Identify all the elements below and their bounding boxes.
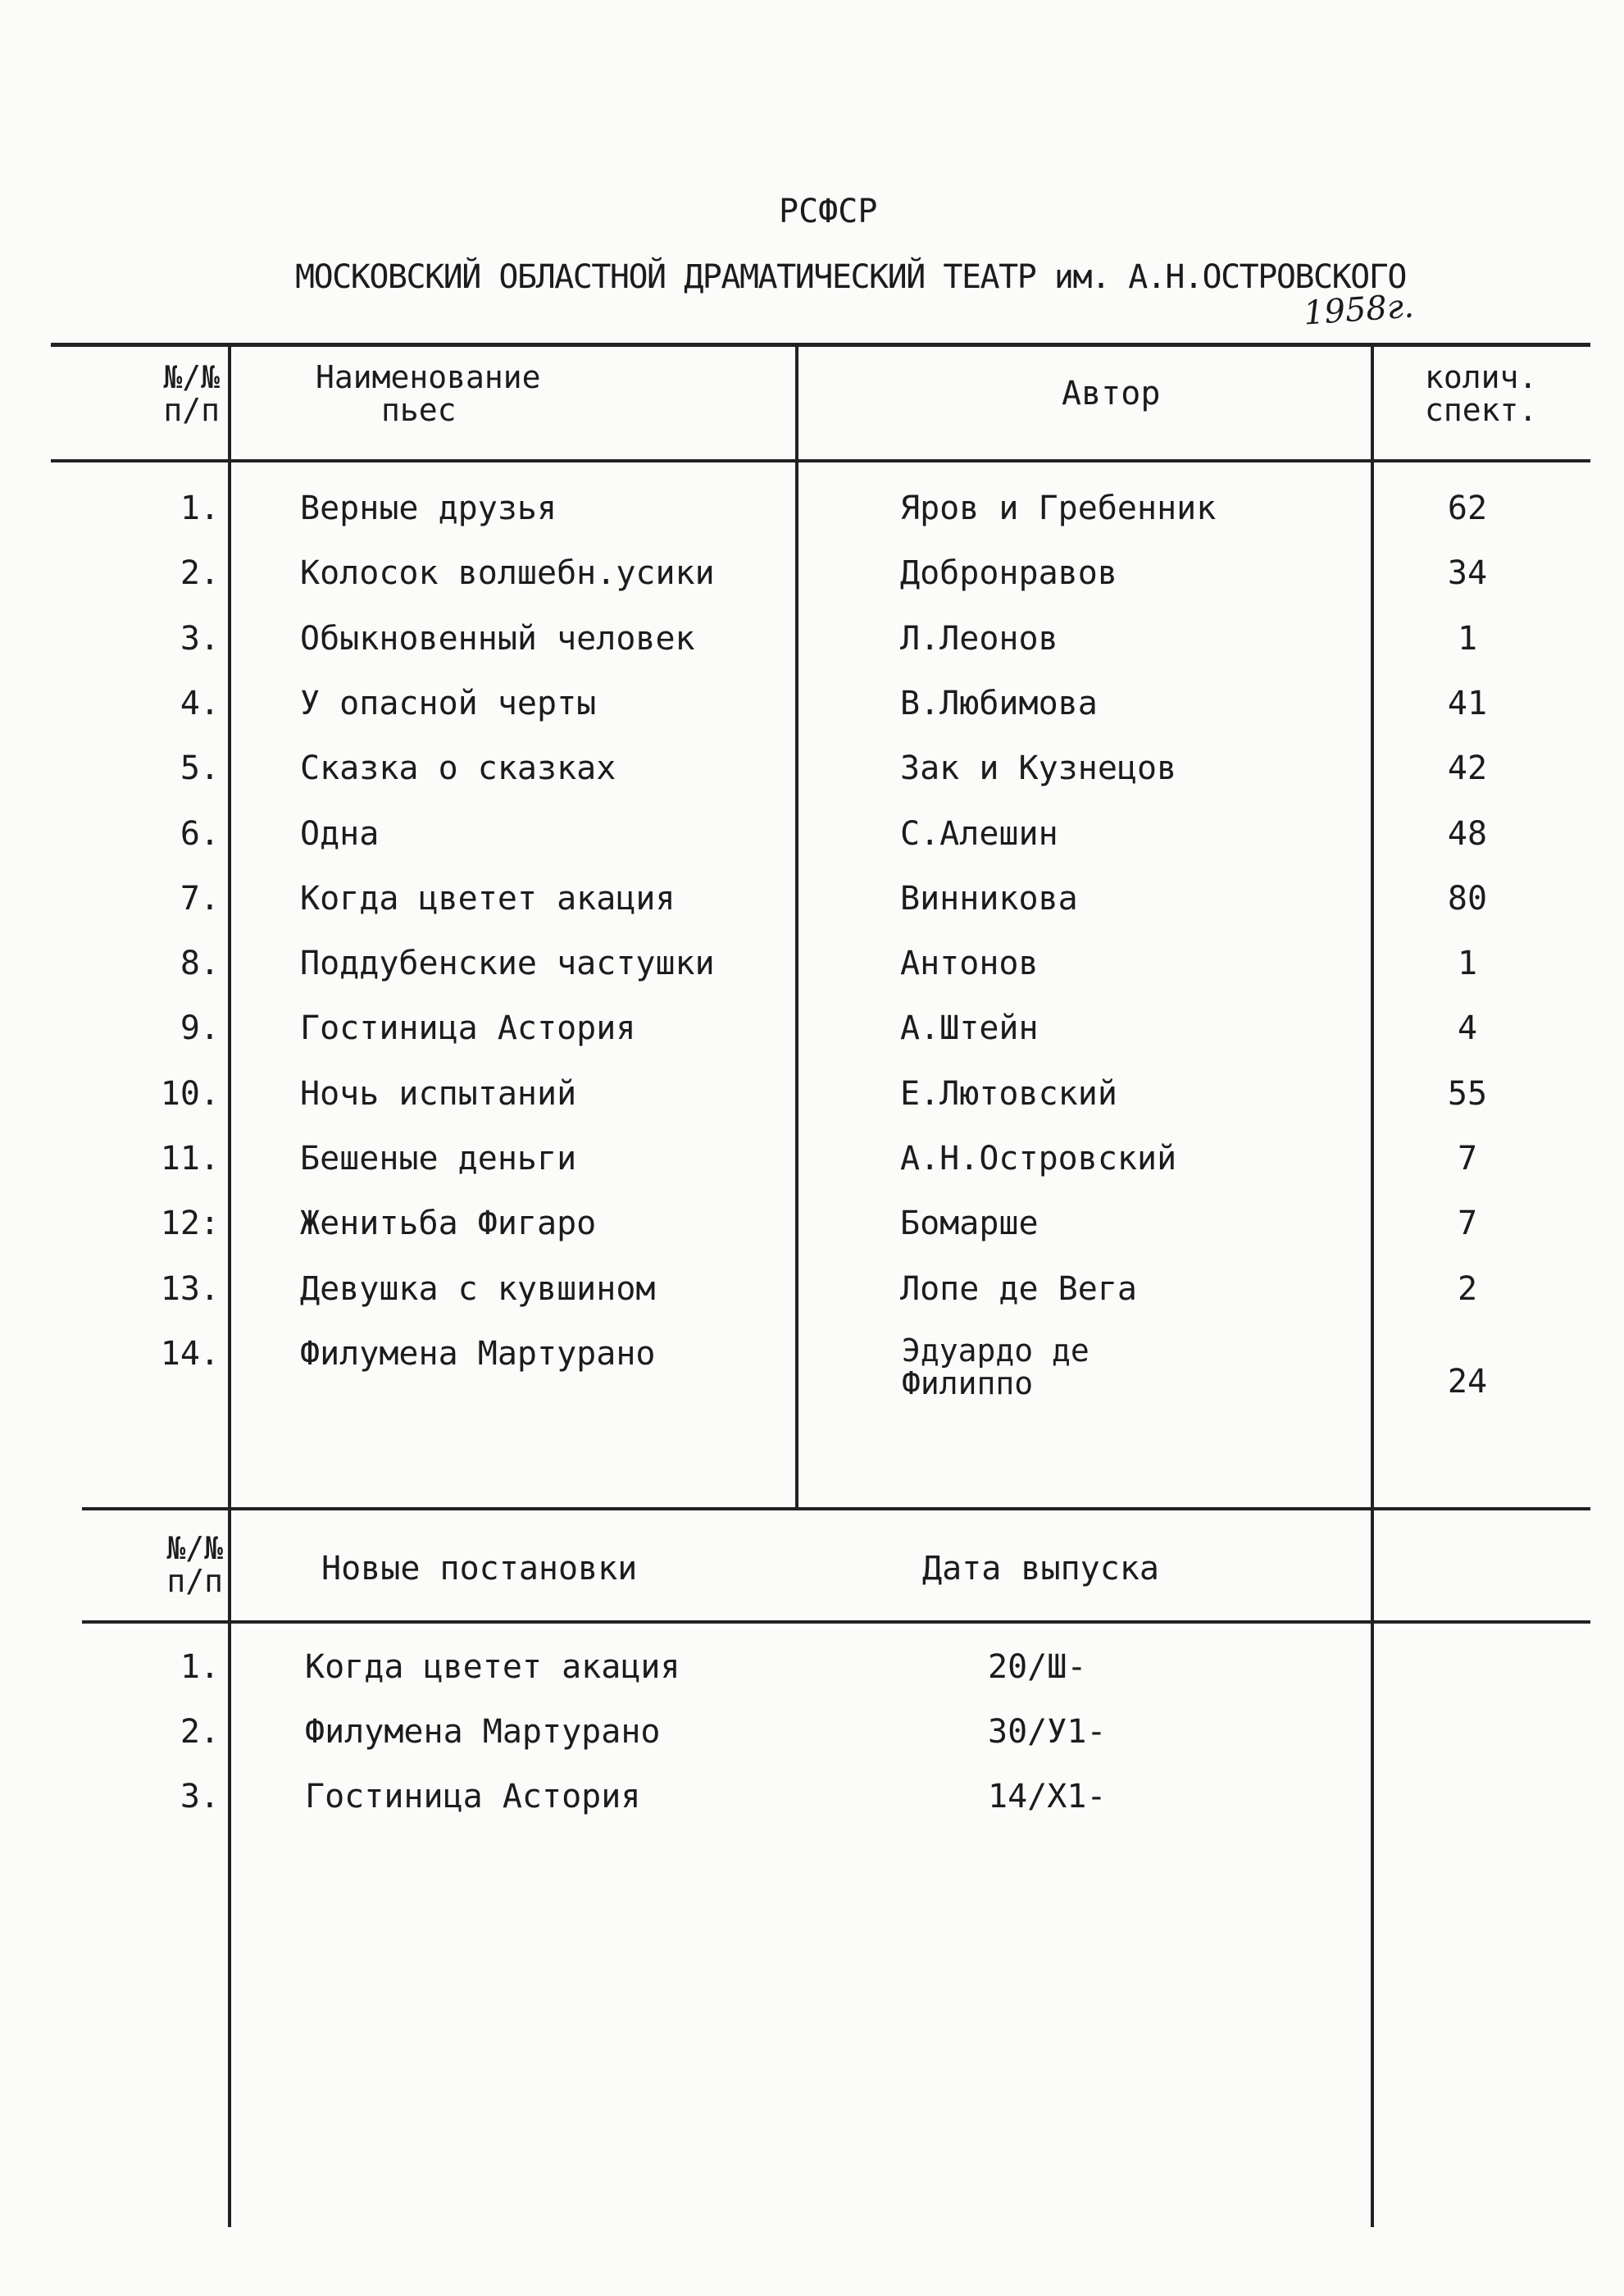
col-title-header: Наименование пьес [316, 359, 541, 428]
row-number: 7. [180, 880, 220, 918]
release-date: 20/Ш- [988, 1648, 1087, 1686]
play-author: Бомарше [900, 1205, 1039, 1242]
row-number: 13. [160, 1270, 220, 1308]
play-title: Женитьба Фигаро [300, 1205, 597, 1242]
new-col-title-header: Новые постановки [321, 1550, 638, 1588]
play-title: Бешеные деньги [300, 1140, 577, 1178]
play-title: Одна [300, 815, 380, 853]
play-title: Гостиница Астория [300, 1009, 636, 1047]
play-author: Эдуардо де Филиппо [902, 1332, 1089, 1401]
performance-count: 62 [1447, 490, 1488, 527]
play-author: Яров и Гребенник [900, 490, 1217, 527]
republic-heading: РСФСР [779, 193, 878, 230]
play-author: Антонов [900, 945, 1039, 982]
play-author: Зак и Кузнецов [900, 749, 1177, 787]
new-row-number: 1. [180, 1648, 220, 1686]
play-title: Когда цветет акация [300, 880, 676, 918]
row-number: 1. [180, 490, 220, 527]
row-number: 11. [160, 1140, 220, 1178]
play-author: Добронравов [900, 554, 1117, 592]
new-col-num-header: №/№ п/п [166, 1530, 223, 1599]
row-number: 8. [180, 945, 220, 982]
play-author: В.Любимова [900, 685, 1098, 722]
play-title: Обыкновенный человек [300, 620, 695, 658]
play-title: Колосок волшебн.усики [300, 554, 715, 592]
new-row-number: 2. [180, 1713, 220, 1751]
new-play-title: Филумена Мартурано [305, 1713, 661, 1751]
theatre-heading: МОСКОВСКИЙ ОБЛАСТНОЙ ДРАМАТИЧЕСКИЙ ТЕАТР им. А.Н.ОСТРОВСКОГО [295, 258, 1406, 296]
play-author: Л.Леонов [900, 620, 1058, 658]
performance-count: 4 [1457, 1009, 1478, 1047]
performance-count: 7 [1457, 1140, 1478, 1178]
release-date: 30/У1- [988, 1713, 1107, 1751]
play-author: Винникова [900, 880, 1078, 918]
new-table-top-rule [82, 1507, 1590, 1510]
row-number: 9. [180, 1009, 220, 1047]
performance-count: 34 [1447, 554, 1488, 592]
play-title: Верные друзья [300, 490, 557, 527]
new-col-date-header: Дата выпуска [922, 1550, 1159, 1588]
performance-count: 42 [1447, 749, 1488, 787]
row-number: 10. [160, 1075, 220, 1113]
col-count-header: колич. спект. [1425, 359, 1538, 428]
performance-count: 1 [1457, 620, 1478, 658]
table-top-rule [51, 343, 1590, 347]
performance-count: 80 [1447, 880, 1488, 918]
new-table-header-rule [82, 1620, 1590, 1624]
new-play-title: Когда цветет акация [305, 1648, 680, 1686]
column-divider-author [795, 343, 798, 1507]
performance-count: 7 [1457, 1205, 1478, 1242]
row-number: 14. [160, 1335, 220, 1373]
row-number: 3. [180, 620, 220, 658]
play-author: С.Алешин [900, 815, 1058, 853]
play-title: Девушка с кувшином [300, 1270, 656, 1308]
release-date: 14/Х1- [988, 1778, 1107, 1815]
play-author: Е.Лютовский [900, 1075, 1117, 1113]
play-title: Поддубенские частушки [300, 945, 715, 982]
play-title: У опасной черты [300, 685, 597, 722]
performance-count: 24 [1447, 1363, 1488, 1401]
col-num-header: №/№ п/п [163, 359, 220, 428]
play-title: Ночь испытаний [300, 1075, 577, 1113]
performance-count: 55 [1447, 1075, 1488, 1113]
col-author-header: Автор [1062, 375, 1161, 412]
performance-count: 2 [1457, 1270, 1478, 1308]
row-number: 5. [180, 749, 220, 787]
new-play-title: Гостиница Астория [305, 1778, 641, 1815]
row-number: 4. [180, 685, 220, 722]
row-number: 12: [160, 1205, 220, 1242]
performance-count: 1 [1457, 945, 1478, 982]
table-header-rule [51, 459, 1590, 462]
handwritten-year: 1958г. [1302, 287, 1416, 333]
play-author: А.Н.Островский [900, 1140, 1177, 1178]
play-title: Филумена Мартурано [300, 1335, 656, 1373]
performance-count: 41 [1447, 685, 1488, 722]
play-title: Сказка о сказках [300, 749, 616, 787]
new-row-number: 3. [180, 1778, 220, 1815]
play-author: Лопе де Вега [900, 1270, 1137, 1308]
column-divider-count [1371, 343, 1374, 2227]
performance-count: 48 [1447, 815, 1488, 853]
play-author: А.Штейн [900, 1009, 1039, 1047]
column-divider-num [228, 343, 231, 2227]
row-number: 6. [180, 815, 220, 853]
row-number: 2. [180, 554, 220, 592]
